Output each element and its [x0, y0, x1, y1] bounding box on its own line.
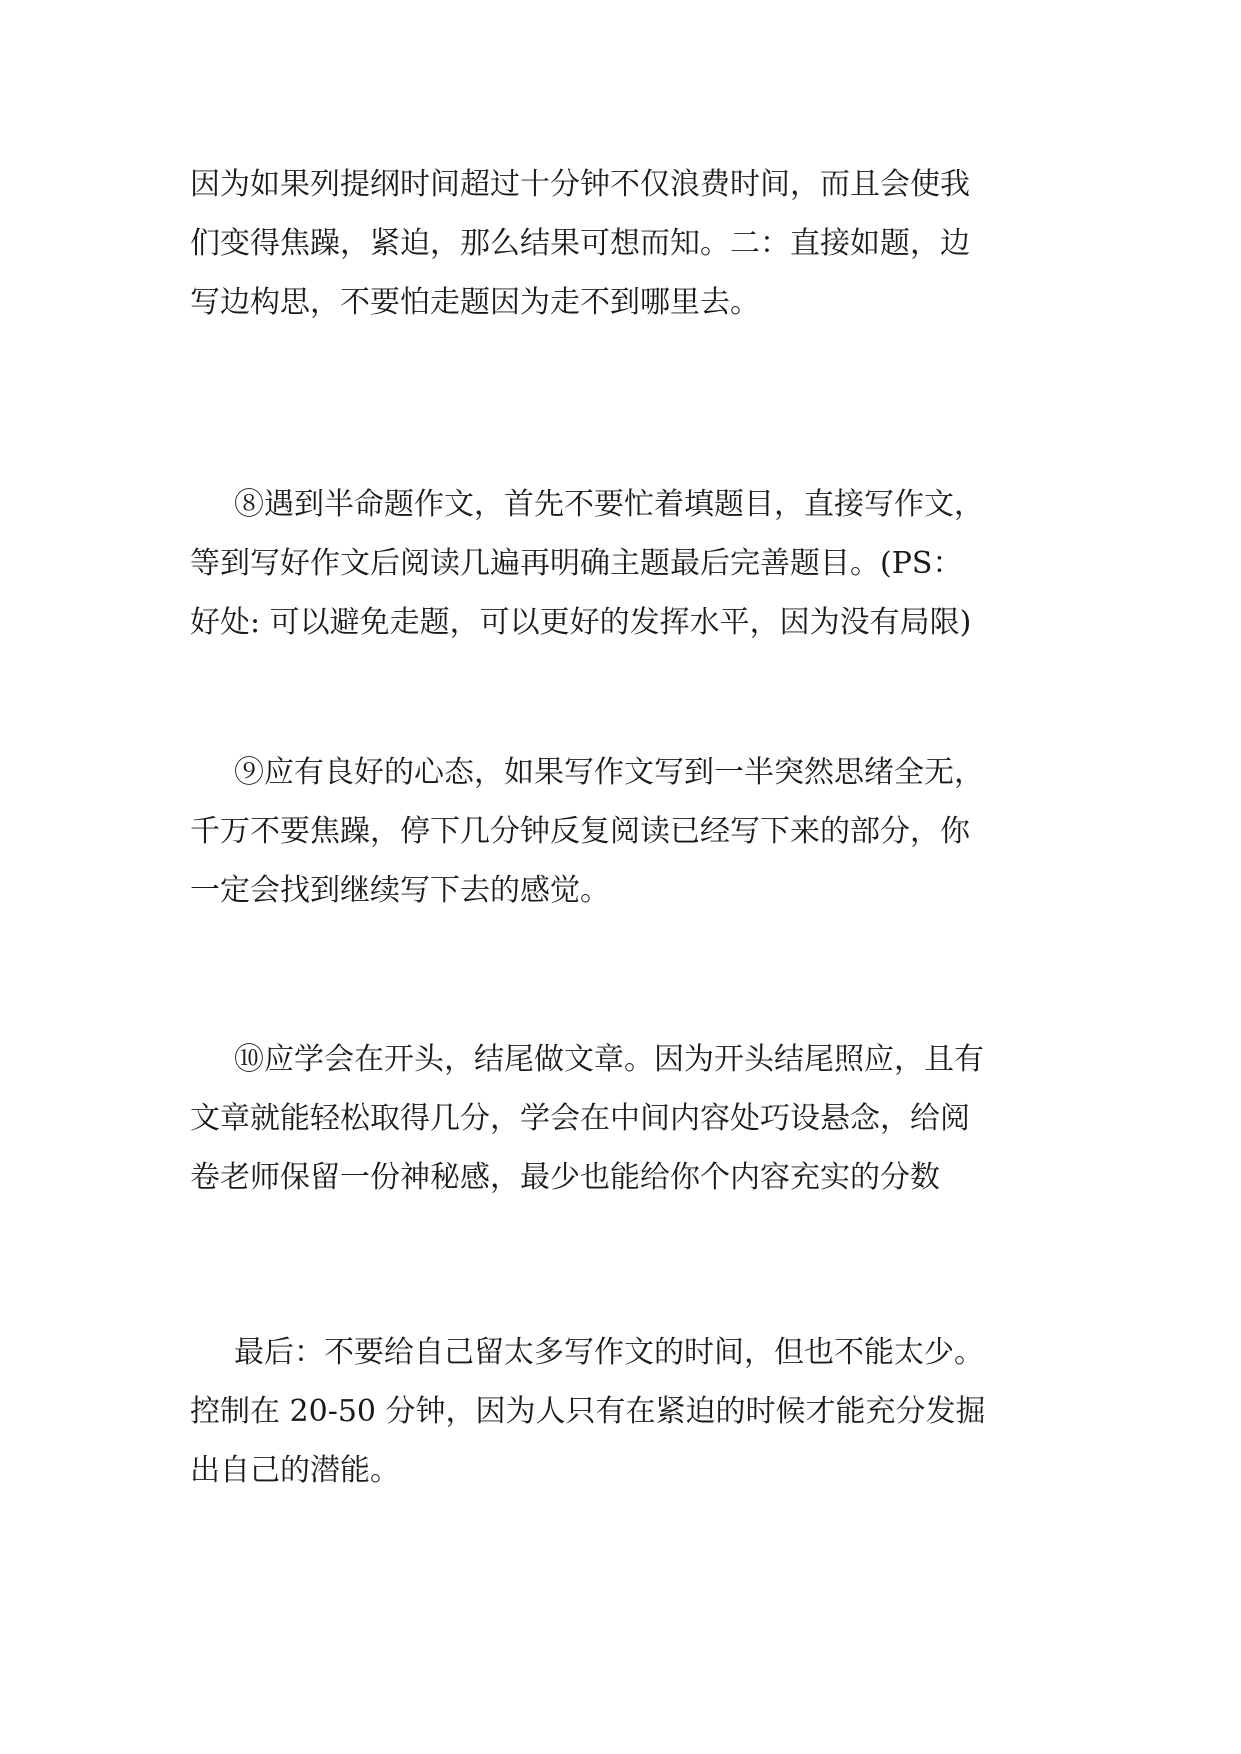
paragraph-line: ⑨应有良好的心态，如果写作文写到一半突然思绪全无，: [234, 755, 984, 790]
paragraph-line: ⑩应学会在开头，结尾做文章。因为开头结尾照应，且有: [234, 1042, 984, 1077]
paragraph-line: 千万不要焦躁，停下几分钟反复阅读已经写下来的部分，你: [190, 814, 970, 849]
paragraph-tip-10: [190, 1030, 1070, 1207]
paragraph-line: 们变得焦躁，紧迫，那么结果可想而知。二：直接如题，边: [190, 226, 970, 261]
paragraph-tip-9: [190, 743, 1070, 920]
paragraph-line: ⑧遇到半命题作文，首先不要忙着填题目，直接写作文，: [234, 487, 984, 522]
paragraph-final-tip: [190, 1323, 1070, 1500]
paragraph-line: 好处: 可以避免走题，可以更好的发挥水平，因为没有局限): [190, 605, 972, 640]
paragraph-line: 卷老师保留一份神秘感，最少也能给你个内容充实的分数: [190, 1160, 940, 1195]
paragraph-line: 因为如果列提纲时间超过十分钟不仅浪费时间，而且会使我: [190, 167, 970, 202]
paragraph-line: 出自己的潜能。: [190, 1453, 400, 1488]
paragraph-line: 一定会找到继续写下去的感觉。: [190, 873, 610, 908]
paragraph-line: 写边构思，不要怕走题因为走不到哪里去。: [190, 285, 760, 320]
paragraph-outline-tip: [190, 155, 1070, 332]
paragraph-line: 最后：不要给自己留太多写作文的时间，但也不能太少。: [234, 1335, 984, 1370]
paragraph-tip-8: [190, 475, 1070, 652]
paragraph-line: 等到写好作文后阅读几遍再明确主题最后完善题目。(PS：: [190, 546, 963, 581]
paragraph-line: 控制在 20-50 分钟，因为人只有在紧迫的时候才能充分发掘: [190, 1394, 986, 1429]
paragraph-line: 文章就能轻松取得几分，学会在中间内容处巧设悬念，给阅: [190, 1101, 970, 1136]
